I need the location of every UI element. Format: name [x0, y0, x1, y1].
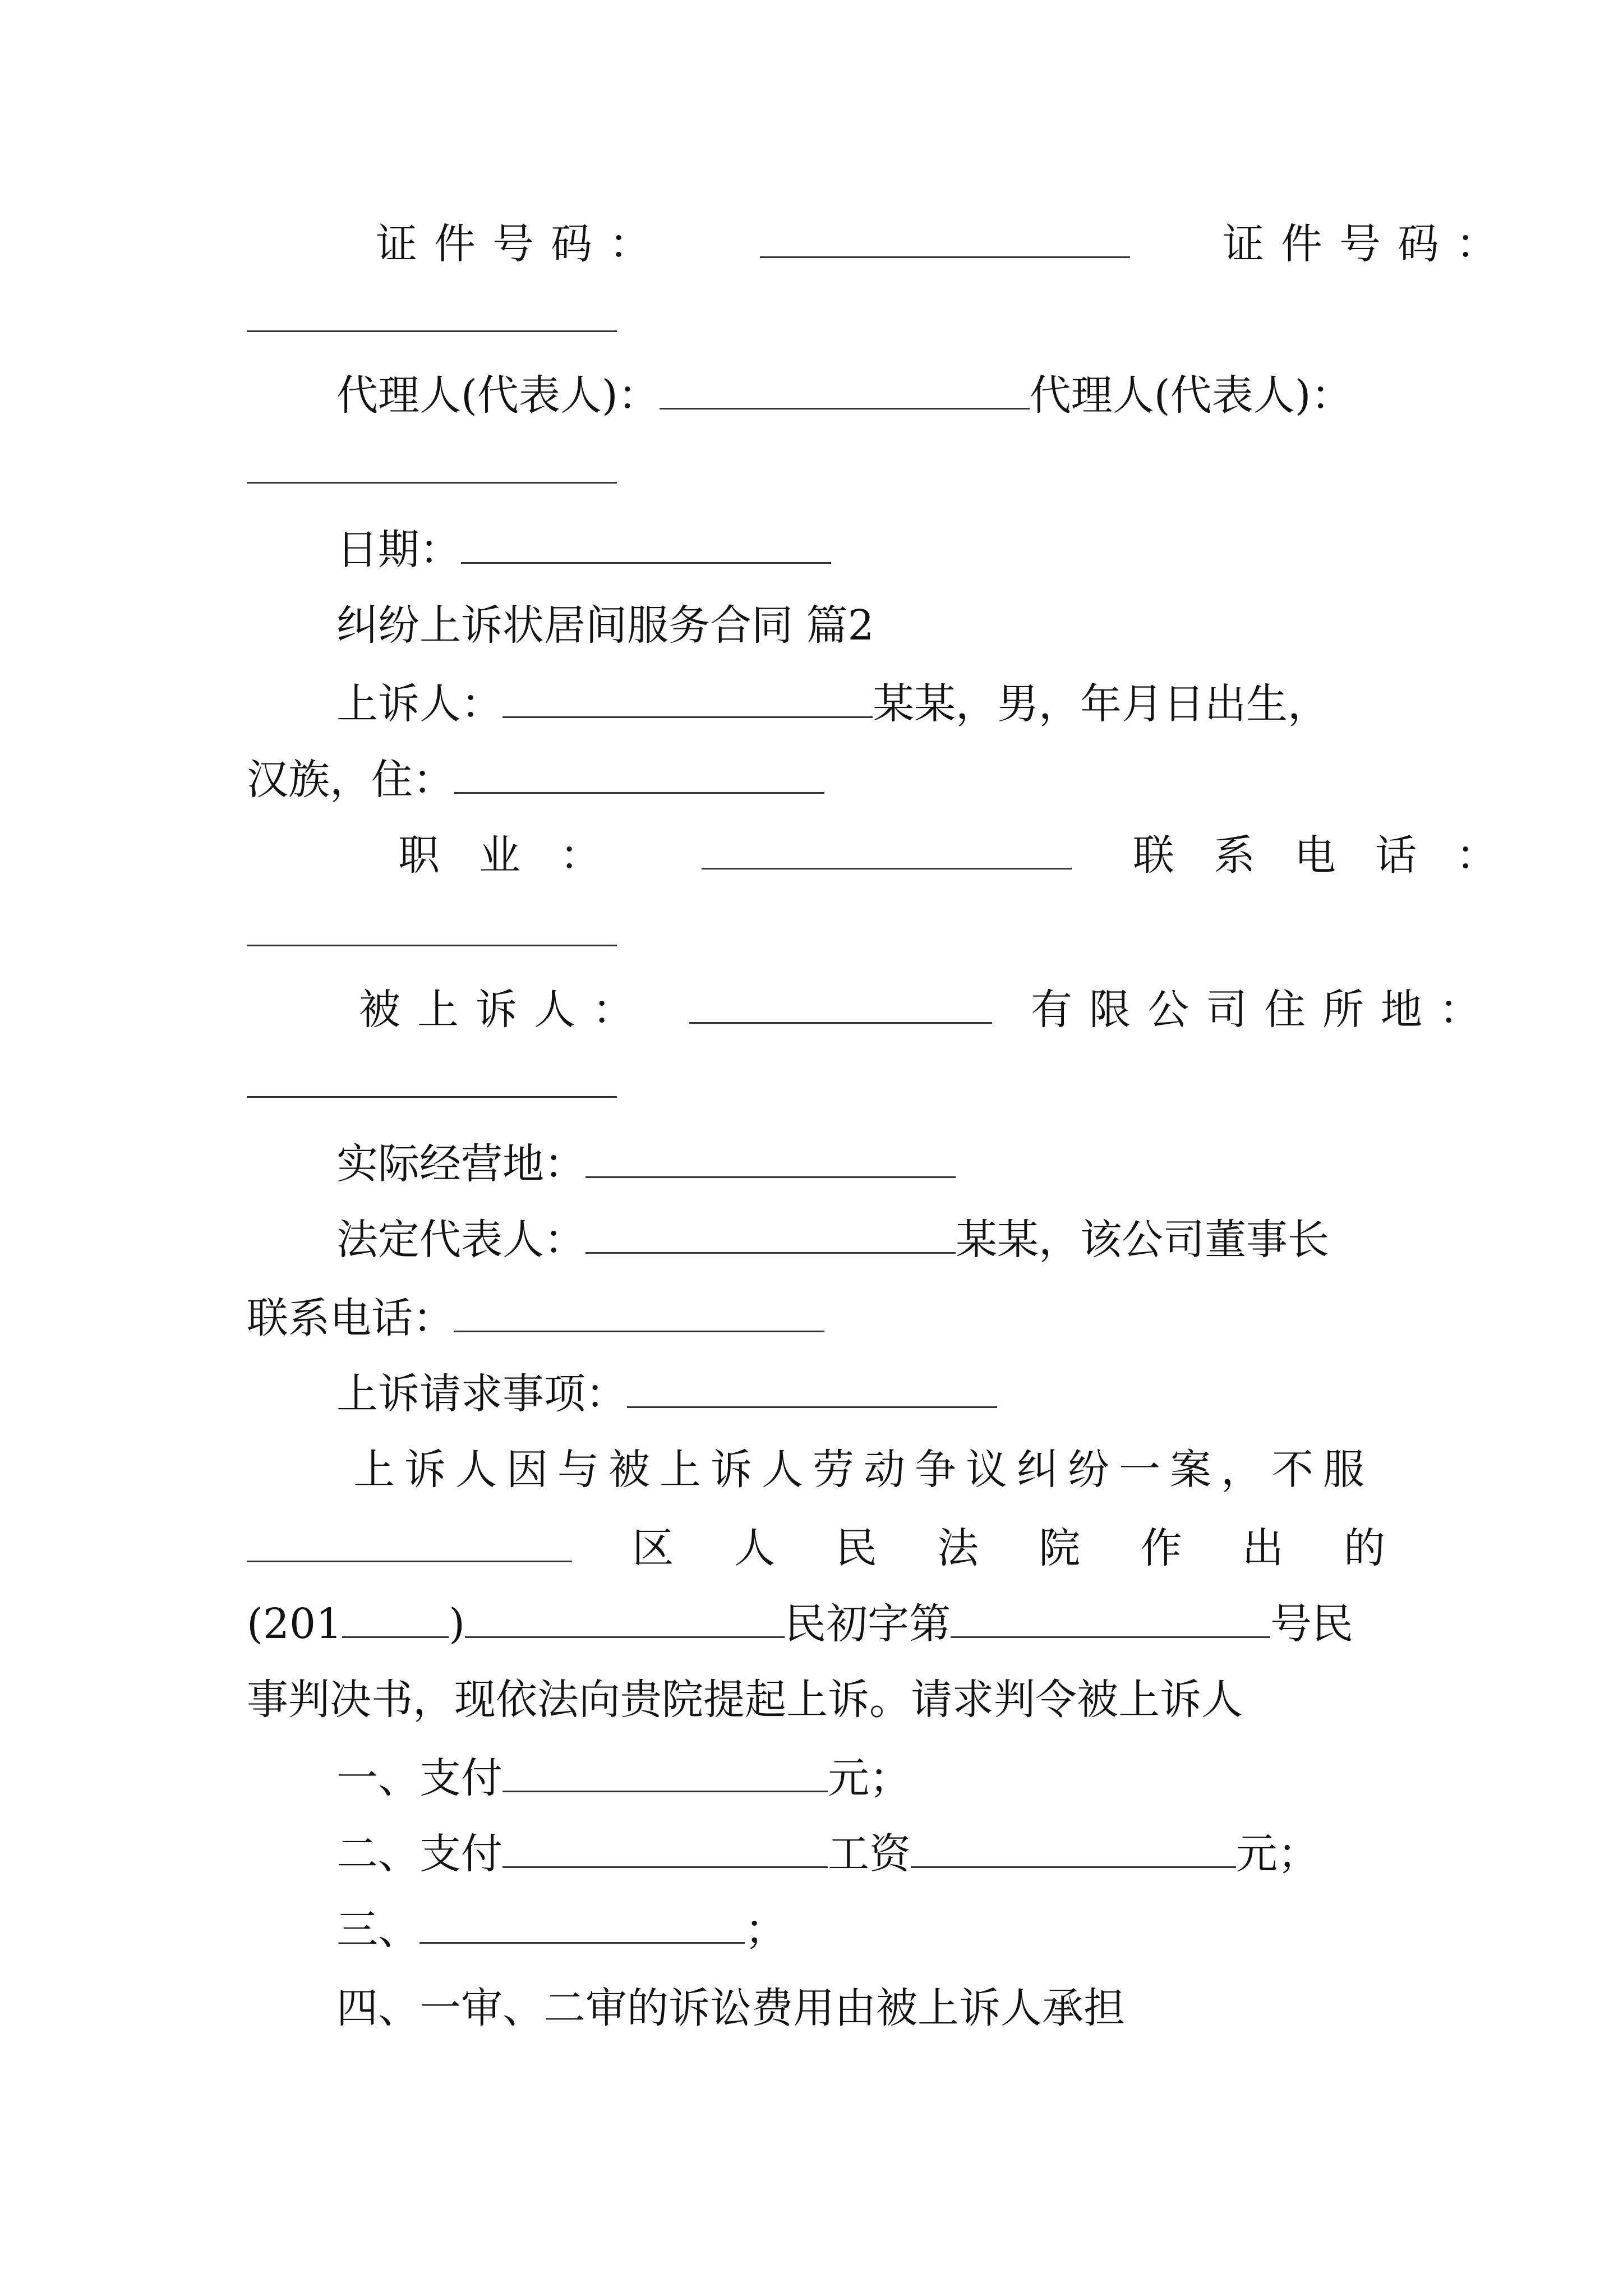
- char-ren: 人: [734, 1524, 776, 1572]
- char-chu: 出: [1242, 1524, 1284, 1572]
- legal-rep-line: [247, 1203, 1475, 1276]
- agent-line: [247, 359, 1475, 432]
- company-address-continuation: [247, 1049, 1385, 1122]
- appeal-requests-line: [247, 1358, 1475, 1430]
- legal-rep-blank[interactable]: [585, 1205, 956, 1254]
- request-1-blank[interactable]: [502, 1743, 828, 1792]
- section-title: [247, 589, 1475, 662]
- char-yuan: 院: [1039, 1524, 1081, 1572]
- date-line: [247, 513, 1475, 586]
- occupation-label: 职业：: [398, 831, 640, 880]
- case-number-blank[interactable]: [951, 1589, 1270, 1638]
- case-type-text: 民初字第: [785, 1600, 951, 1648]
- case-suffix-text: 号民: [1270, 1600, 1353, 1648]
- appellant-info: 某某，男，年月日出生，: [873, 680, 1329, 728]
- request-3-label: 三、: [336, 1906, 419, 1954]
- appellee-line: [247, 973, 1520, 1046]
- phone-blank[interactable]: [247, 898, 617, 946]
- year-prefix: (201: [247, 1600, 343, 1648]
- request-item-4: [247, 1972, 1475, 2045]
- request-2-label: 二、支付: [336, 1830, 502, 1878]
- appellant-blank[interactable]: [502, 669, 873, 718]
- request-2-blank-1[interactable]: [502, 1819, 828, 1868]
- appeal-body-text-1: 上诉人因与被上诉人劳动争议纠纷一案，不服: [353, 1446, 1374, 1494]
- request-2-wage: 工资: [828, 1830, 911, 1878]
- year-blank[interactable]: [342, 1589, 449, 1638]
- request-1-unit: 元；: [828, 1754, 911, 1802]
- appeal-requests-label: 上诉请求事项：: [336, 1370, 627, 1418]
- request-item-1: [247, 1742, 1475, 1815]
- request-item-2: [247, 1818, 1475, 1890]
- id-number-label-2: 证件号码：: [1223, 220, 1514, 268]
- appellee-label: 被上诉人：: [359, 986, 651, 1034]
- appellant-label: 上诉人：: [336, 680, 502, 728]
- company-address-blank[interactable]: [247, 1049, 617, 1098]
- agent-label-1: 代理人(代表人)：: [336, 371, 660, 420]
- occupation-line: [247, 819, 1559, 892]
- case-prefix-blank[interactable]: [465, 1589, 785, 1638]
- date-blank[interactable]: [461, 515, 831, 564]
- appeal-body-line-2: [247, 1512, 1385, 1585]
- date-label: 日期：: [336, 526, 461, 574]
- contact-phone-label: 联系电话：: [247, 1294, 454, 1342]
- legal-rep-info: 某某，该公司董事长: [956, 1216, 1329, 1264]
- agent-blank-1[interactable]: [660, 361, 1030, 409]
- agent-label-2: 代理人(代表人)：: [1029, 371, 1353, 420]
- residence-blank[interactable]: [454, 745, 824, 794]
- appeal-body-line-1: [247, 1433, 1492, 1506]
- appellant-line: [247, 668, 1475, 740]
- id-number-blank-1[interactable]: [760, 209, 1130, 258]
- section-title-text: 纠纷上诉状居间服务合同 篇2: [336, 601, 874, 650]
- char-min: 民: [835, 1524, 877, 1572]
- request-2-blank-2[interactable]: [911, 1819, 1236, 1868]
- phone-continuation: [247, 898, 1385, 970]
- char-fa: 法: [937, 1524, 979, 1572]
- year-close: ): [449, 1600, 465, 1648]
- contact-phone-line: [247, 1282, 1385, 1355]
- request-3-blank[interactable]: [419, 1895, 745, 1944]
- request-2-unit: 元；: [1236, 1830, 1319, 1878]
- company-address-label: 有限公司住所地：: [1031, 986, 1497, 1034]
- agent-blank-2[interactable]: [247, 435, 617, 484]
- legal-rep-label: 法定代表人：: [336, 1216, 585, 1264]
- court-name-blank[interactable]: [247, 1513, 572, 1562]
- contact-phone-blank[interactable]: [454, 1283, 824, 1332]
- request-4-text: 四、一审、二审的诉讼费用由被上诉人承担: [336, 1984, 1125, 2032]
- appeal-body-text-4: 事判决书，现依法向贵院提起上诉。请求判令被上诉人: [247, 1676, 1243, 1724]
- id-number-label-1: 证件号码：: [376, 220, 667, 268]
- agent-continuation: [247, 435, 1385, 508]
- id-number-continuation: [247, 283, 1385, 356]
- business-place-line: [247, 1128, 1475, 1200]
- request-item-3: [247, 1893, 1475, 1966]
- business-place-blank[interactable]: [585, 1129, 956, 1178]
- appellee-blank[interactable]: [689, 975, 992, 1024]
- request-1-label: 一、支付: [336, 1754, 502, 1802]
- id-number-blank-2[interactable]: [247, 283, 617, 332]
- request-3-end: ；: [745, 1906, 786, 1954]
- char-qu: 区: [632, 1524, 674, 1572]
- occupation-blank[interactable]: [702, 821, 1072, 869]
- appeal-requests-blank[interactable]: [627, 1359, 997, 1408]
- id-number-line: [247, 208, 1537, 280]
- appeal-body-line-4: [247, 1663, 1385, 1736]
- char-de: 的: [1344, 1524, 1385, 1572]
- residence-line: [247, 743, 1385, 816]
- business-place-label: 实际经营地：: [336, 1140, 585, 1188]
- residence-label: 汉族，住：: [247, 756, 454, 804]
- appeal-body-line-3: [247, 1588, 1385, 1660]
- phone-label: 联系电话：: [1133, 831, 1537, 880]
- char-zuo: 作: [1140, 1524, 1182, 1572]
